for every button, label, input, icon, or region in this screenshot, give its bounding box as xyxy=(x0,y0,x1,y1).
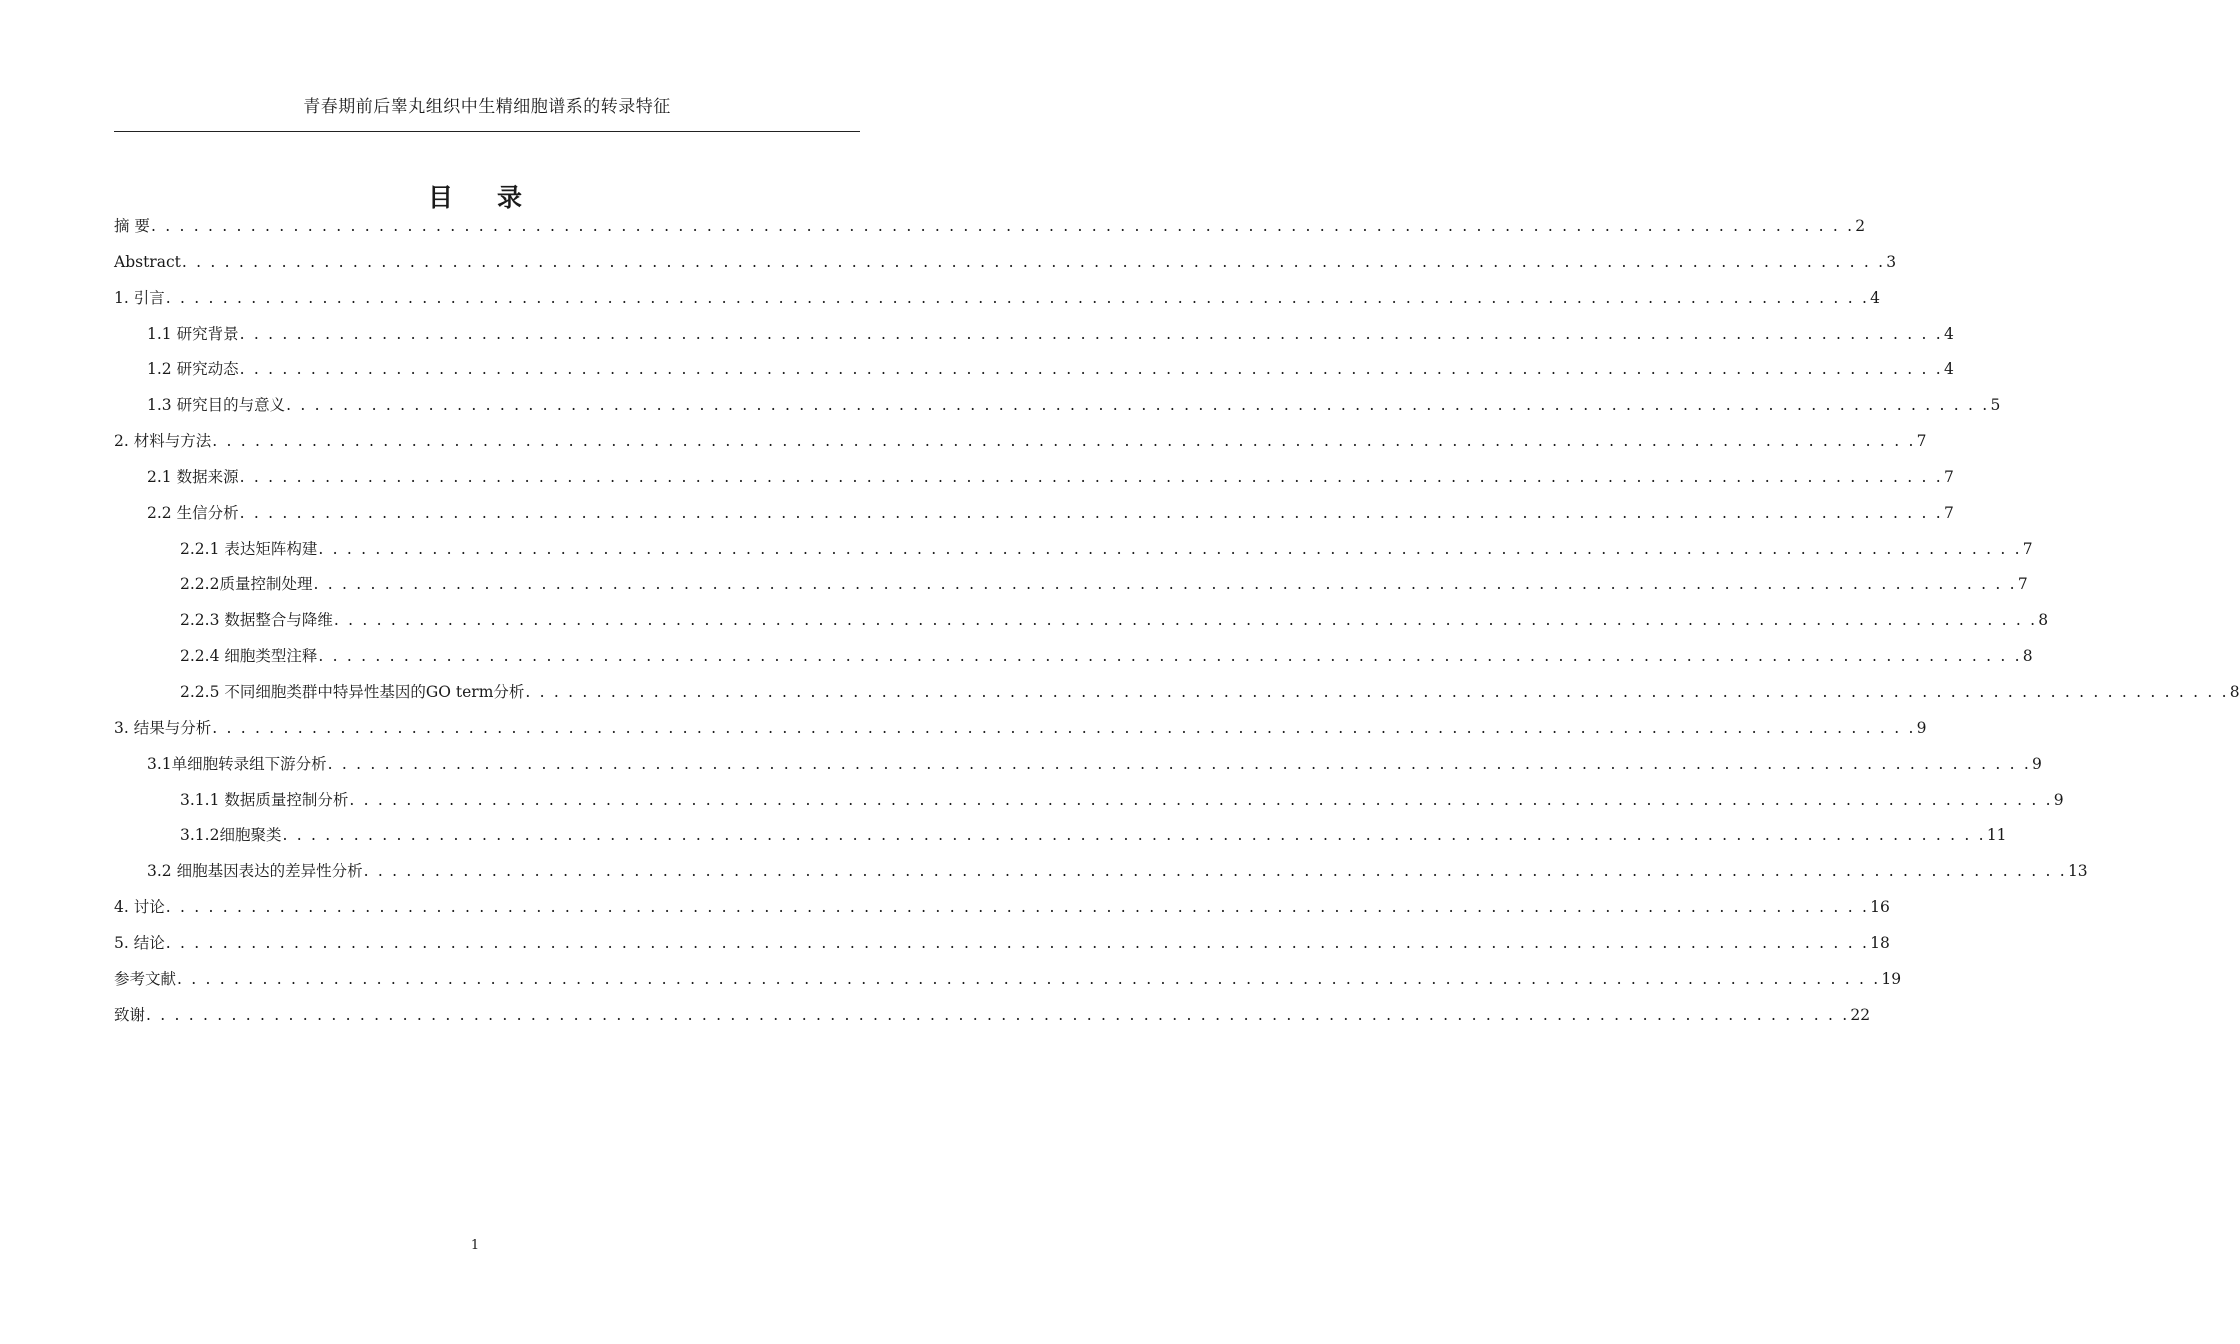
toc-entry-label: 3. 结果与分析 xyxy=(114,718,212,737)
toc-leader-dots: . . . . . . . . . . . . . . . . . . . . . . . . . . . . . . . . . . . . . . . . . . . . . . . . . . . . . . . . . . . . . . . . . . . . . . . . . . . . . . . . . . . . . . . . . . . . . . . . . . . . . . . . . . . . . . . . . . . . . . . . xyxy=(318,647,2022,666)
toc-leader-dots: . . . . . . . . . . . . . . . . . . . . . . . . . . . . . . . . . . . . . . . . . . . . . . . . . . . . . . . . . . . . . . . . . . . . . . . . . . . . . . . . . . . . . . . . . . . . . . . . . . . . . . . . . . . . . . . . . . . . . . . . xyxy=(525,682,2229,701)
toc-entry[interactable] xyxy=(114,1005,1871,1042)
toc-leader-dots: . . . . . . . . . . . . . . . . . . . . . . . . . . . . . . . . . . . . . . . . . . . . . . . . . . . . . . . . . . . . . . . . . . . . . . . . . . . . . . . . . . . . . . . . . . . . . . . . . . . . . . . . . . . . . . . . . . . . . . . . xyxy=(165,898,1870,917)
toc-entry[interactable] xyxy=(114,718,1927,755)
toc-entry-page: 11 xyxy=(1986,826,2007,845)
toc-entry-page: 7 xyxy=(1943,467,1954,486)
toc-entry[interactable] xyxy=(114,898,1890,934)
toc-entry-label: 2.1 数据来源 xyxy=(147,467,239,486)
toc-entry-label: 3.1.2细胞聚类 xyxy=(180,826,282,845)
toc-entry[interactable] xyxy=(114,933,1890,970)
toc-entry-label: 1.3 研究目的与意义 xyxy=(147,396,286,415)
toc-entry-page: 16 xyxy=(1870,898,1890,917)
toc-leader-dots: . . . . . . . . . . . . . . . . . . . . . . . . . . . . . . . . . . . . . . . . . . . . . . . . . . . . . . . . . . . . . . . . . . . . . . . . . . . . . . . . . . . . . . . . . . . . . . . . . . . . . . . . . . . . . . . . . . . . . . . . xyxy=(212,718,1916,737)
toc-entry[interactable] xyxy=(114,432,1927,468)
toc-entry-page: 9 xyxy=(2053,790,2064,809)
toc-entry[interactable] xyxy=(114,754,2042,791)
toc-entry[interactable] xyxy=(114,503,1954,540)
toc-entry-label: 2. 材料与方法 xyxy=(114,432,212,451)
toc-entry-page: 18 xyxy=(1870,933,1890,952)
toc-entry-page: 19 xyxy=(1881,969,1902,988)
toc-leader-dots: . . . . . . . . . . . . . . . . . . . . . . . . . . . . . . . . . . . . . . . . . . . . . . . . . . . . . . . . . . . . . . . . . . . . . . . . . . . . . . . . . . . . . . . . . . . . . . . . . . . . . . . . . . . . . . . . . . . . . . . . xyxy=(212,432,1916,451)
toc-entry[interactable] xyxy=(114,360,1954,396)
toc-entry-label: 致谢 xyxy=(114,1005,146,1024)
toc-entry-page: 4 xyxy=(1943,324,1954,343)
toc-entry-page: 7 xyxy=(2022,539,2033,558)
toc-entry[interactable] xyxy=(114,862,2088,898)
toc-entry[interactable] xyxy=(114,539,2033,576)
toc-entry-label: 4. 讨论 xyxy=(114,898,165,917)
toc-entry-label: 参考文献 xyxy=(114,969,177,988)
toc-entry-page: 7 xyxy=(1943,503,1954,522)
toc-entry-label: 3.1单细胞转录组下游分析 xyxy=(147,754,327,773)
toc-leader-dots: . . . . . . . . . . . . . . . . . . . . . . . . . . . . . . . . . . . . . . . . . . . . . . . . . . . . . . . . . . . . . . . . . . . . . . . . . . . . . . . . . . . . . . . . . . . . . . . . . . . . . . . . . . . . . . . . . . . . . . . . xyxy=(239,503,1943,522)
toc-entry[interactable] xyxy=(114,826,2007,862)
toc-entry-page: 4 xyxy=(1943,360,1954,379)
toc-entry-page: 8 xyxy=(2022,647,2033,666)
toc-entry-label: 1.1 研究背景 xyxy=(147,324,239,343)
toc-entry-label: 2.2 生信分析 xyxy=(147,503,239,522)
toc-leader-dots: . . . . . . . . . . . . . . . . . . . . . . . . . . . . . . . . . . . . . . . . . . . . . . . . . . . . . . . . . . . . . . . . . . . . . . . . . . . . . . . . . . . . . . . . . . . . . . . . . . . . . . . . . . . . . . . . . . . . . . . . xyxy=(286,396,1990,415)
toc-entry-page: 9 xyxy=(1916,718,1927,737)
toc-entry-label: 1. 引言 xyxy=(114,288,165,307)
toc-entry-label: 1.2 研究动态 xyxy=(147,360,239,379)
toc-entry-page: 8 xyxy=(2038,611,2049,630)
toc-leader-dots: . . . . . . . . . . . . . . . . . . . . . . . . . . . . . . . . . . . . . . . . . . . . . . . . . . . . . . . . . . . . . . . . . . . . . . . . . . . . . . . . . . . . . . . . . . . . . . . . . . . . . . . . . . . . . . . . . . . . . . . . xyxy=(327,754,2032,773)
toc-entry[interactable] xyxy=(114,611,2049,647)
table-of-contents xyxy=(114,217,2240,1041)
toc-entry[interactable] xyxy=(114,682,2240,719)
toc-leader-dots: . . . . . . . . . . . . . . . . . . . . . . . . . . . . . . . . . . . . . . . . . . . . . . . . . . . . . . . . . . . . . . . . . . . . . . . . . . . . . . . . . . . . . . . . . . . . . . . . . . . . . . . . . . . . . . . . . . . . . . . . xyxy=(165,288,1870,307)
toc-entry-label: Abstract xyxy=(114,252,181,271)
toc-entry[interactable] xyxy=(114,575,2028,611)
toc-entry[interactable] xyxy=(114,324,1954,361)
toc-leader-dots: . . . . . . . . . . . . . . . . . . . . . . . . . . . . . . . . . . . . . . . . . . . . . . . . . . . . . . . . . . . . . . . . . . . . . . . . . . . . . . . . . . . . . . . . . . . . . . . . . . . . . . . . . . . . . . . . . . . . . . . . xyxy=(318,539,2022,558)
toc-entry-page: 8 xyxy=(2229,682,2240,701)
toc-entry[interactable] xyxy=(114,969,1902,1006)
toc-entry-page: 4 xyxy=(1870,288,1880,307)
toc-entry-label: 3.1.1 数据质量控制分析 xyxy=(180,790,349,809)
toc-entry-page: 9 xyxy=(2032,754,2042,773)
header-divider xyxy=(114,131,860,132)
toc-entry-page: 3 xyxy=(1886,252,1897,271)
toc-entry-page: 5 xyxy=(1990,396,2001,415)
toc-entry-label: 摘 要 xyxy=(114,217,150,235)
toc-entry-page: 7 xyxy=(1916,432,1927,451)
toc-entry-page: 7 xyxy=(2017,575,2028,594)
running-header: 青春期前后睾丸组织中生精细胞谱系的转录特征 xyxy=(303,97,671,117)
toc-leader-dots: . . . . . . . . . . . . . . . . . . . . . . . . . . . . . . . . . . . . . . . . . . . . . . . . . . . . . . . . . . . . . . . . . . . . . . . . . . . . . . . . . . . . . . . . . . . . . . . . . . . . . . . . . . . . . . . . . . . . . . . . xyxy=(363,862,2067,881)
toc-leader-dots: . . . . . . . . . . . . . . . . . . . . . . . . . . . . . . . . . . . . . . . . . . . . . . . . . . . . . . . . . . . . . . . . . . . . . . . . . . . . . . . . . . . . . . . . . . . . . . . . . . . . . . . . . . . . . . . . . . . . . . . . xyxy=(282,826,1986,845)
toc-entry[interactable] xyxy=(114,252,1897,289)
toc-entry-label: 5. 结论 xyxy=(114,933,165,952)
toc-leader-dots: . . . . . . . . . . . . . . . . . . . . . . . . . . . . . . . . . . . . . . . . . . . . . . . . . . . . . . . . . . . . . . . . . . . . . . . . . . . . . . . . . . . . . . . . . . . . . . . . . . . . . . . . . . . . . . . . . . . . . . . . xyxy=(349,790,2053,809)
toc-entry-label: 2.2.5 不同细胞类群中特异性基因的GO term分析 xyxy=(180,682,525,701)
toc-entry-label: 3.2 细胞基因表达的差异性分析 xyxy=(147,862,363,881)
toc-leader-dots: . . . . . . . . . . . . . . . . . . . . . . . . . . . . . . . . . . . . . . . . . . . . . . . . . . . . . . . . . . . . . . . . . . . . . . . . . . . . . . . . . . . . . . . . . . . . . . . . . . . . . . . . . . . . . . . . . . . . . . . . xyxy=(313,575,2017,594)
toc-entry-label: 2.2.1 表达矩阵构建 xyxy=(180,539,318,558)
toc-entry-page: 22 xyxy=(1850,1005,1871,1024)
toc-leader-dots: . . . . . . . . . . . . . . . . . . . . . . . . . . . . . . . . . . . . . . . . . . . . . . . . . . . . . . . . . . . . . . . . . . . . . . . . . . . . . . . . . . . . . . . . . . . . . . . . . . . . . . . . . . . . . . . . . . . . . . . . xyxy=(181,252,1886,271)
toc-title: 目录 xyxy=(427,183,566,212)
toc-entry[interactable] xyxy=(114,288,1880,325)
toc-entry[interactable] xyxy=(114,647,2033,683)
toc-entry-page: 2 xyxy=(1855,217,1866,235)
toc-leader-dots: . . . . . . . . . . . . . . . . . . . . . . . . . . . . . . . . . . . . . . . . . . . . . . . . . . . . . . . . . . . . . . . . . . . . . . . . . . . . . . . . . . . . . . . . . . . . . . . . . . . . . . . . . . . . . . . . . . . . . . . . xyxy=(165,933,1870,952)
toc-leader-dots: . . . . . . . . . . . . . . . . . . . . . . . . . . . . . . . . . . . . . . . . . . . . . . . . . . . . . . . . . . . . . . . . . . . . . . . . . . . . . . . . . . . . . . . . . . . . . . . . . . . . . . . . . . . . . . . . . . . . . . . . xyxy=(239,467,1943,486)
toc-entry[interactable] xyxy=(114,467,1954,504)
toc-entry-label: 2.2.2质量控制处理 xyxy=(180,575,313,594)
toc-entry-page: 13 xyxy=(2067,862,2088,881)
toc-entry[interactable] xyxy=(114,396,2001,432)
toc-leader-dots: . . . . . . . . . . . . . . . . . . . . . . . . . . . . . . . . . . . . . . . . . . . . . . . . . . . . . . . . . . . . . . . . . . . . . . . . . . . . . . . . . . . . . . . . . . . . . . . . . . . . . . . . . . . . . . . . . . . . . . . . xyxy=(333,611,2038,630)
toc-entry-label: 2.2.4 细胞类型注释 xyxy=(180,647,318,666)
page-number: 1 xyxy=(470,1238,480,1253)
toc-leader-dots: . . . . . . . . . . . . . . . . . . . . . . . . . . . . . . . . . . . . . . . . . . . . . . . . . . . . . . . . . . . . . . . . . . . . . . . . . . . . . . . . . . . . . . . . . . . . . . . . . . . . . . . . . . . . . . . . . . . . . . . . xyxy=(239,324,1943,343)
toc-leader-dots: . . . . . . . . . . . . . . . . . . . . . . . . . . . . . . . . . . . . . . . . . . . . . . . . . . . . . . . . . . . . . . . . . . . . . . . . . . . . . . . . . . . . . . . . . . . . . . . . . . . . . . . . . . . . . . . . . . . . . . . . xyxy=(239,360,1943,379)
toc-entry-label: 2.2.3 数据整合与降维 xyxy=(180,611,333,630)
toc-leader-dots: . . . . . . . . . . . . . . . . . . . . . . . . . . . . . . . . . . . . . . . . . . . . . . . . . . . . . . . . . . . . . . . . . . . . . . . . . . . . . . . . . . . . . . . . . . . . . . . . . . . . . . . . . . . . . . . . . . . . . . . . xyxy=(146,1005,1850,1024)
toc-entry[interactable] xyxy=(114,217,1866,253)
toc-leader-dots: . . . . . . . . . . . . . . . . . . . . . . . . . . . . . . . . . . . . . . . . . . . . . . . . . . . . . . . . . . . . . . . . . . . . . . . . . . . . . . . . . . . . . . . . . . . . . . . . . . . . . . . . . . . . . . . . . . . . . . . . xyxy=(150,217,1855,235)
toc-entry[interactable] xyxy=(114,790,2064,827)
toc-leader-dots: . . . . . . . . . . . . . . . . . . . . . . . . . . . . . . . . . . . . . . . . . . . . . . . . . . . . . . . . . . . . . . . . . . . . . . . . . . . . . . . . . . . . . . . . . . . . . . . . . . . . . . . . . . . . . . . . . . . . . . . . xyxy=(177,969,1881,988)
